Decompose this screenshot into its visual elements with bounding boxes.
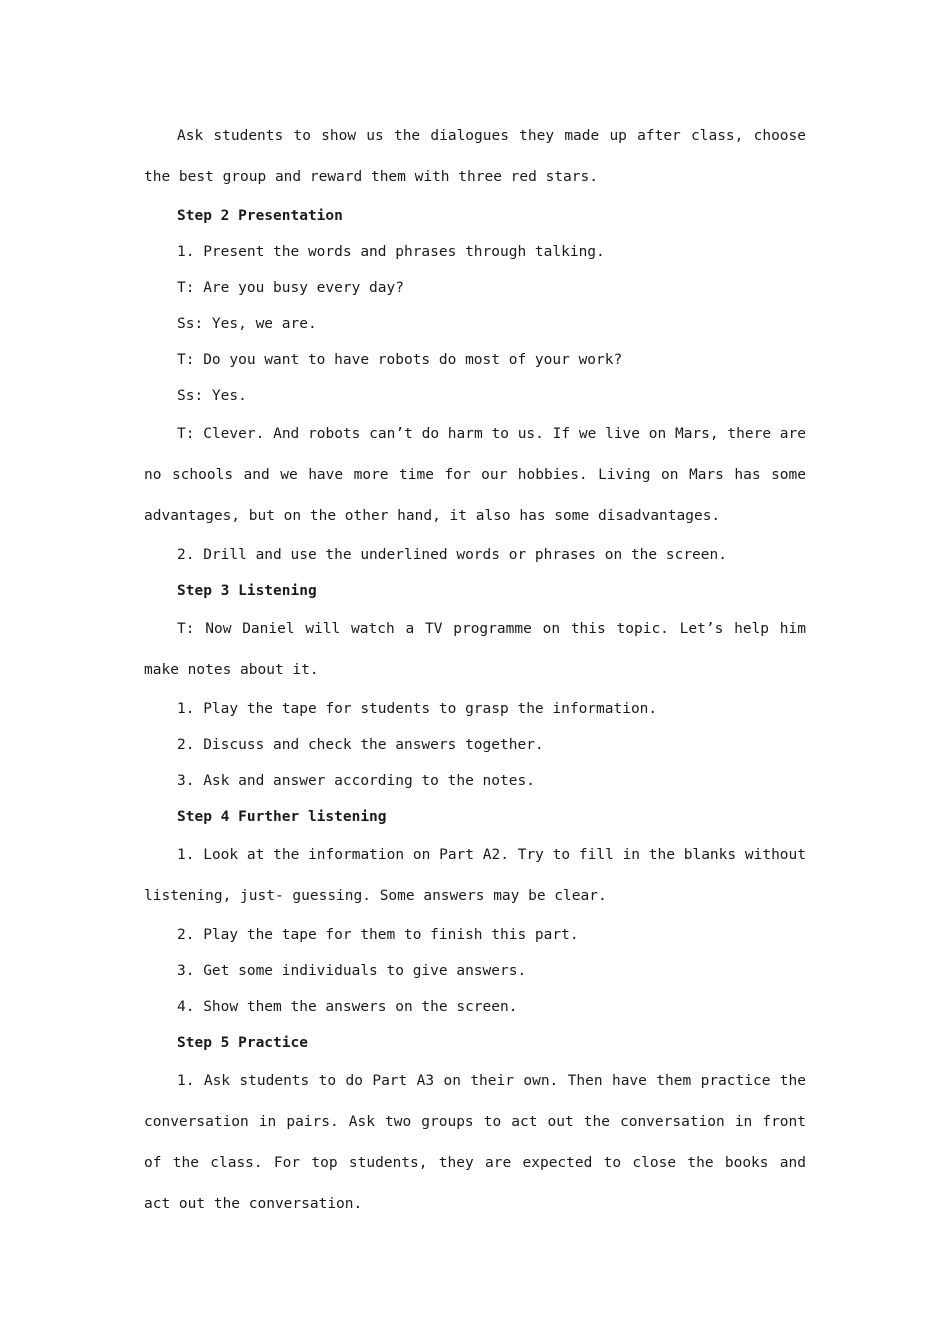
list-item: 3. Ask and answer according to the notes.	[177, 773, 535, 789]
list-item: 3. Get some individuals to give answers.	[177, 963, 527, 979]
dialogue-line: T: Are you busy every day?	[177, 280, 404, 296]
list-item: 2. Play the tape for them to finish this part.	[177, 927, 579, 943]
paragraph-present-words: 1. Present the words and phrases through talking.	[177, 244, 605, 260]
document-body	[144, 116, 806, 1225]
list-item: 1. Play the tape for students to grasp the information.	[177, 701, 658, 717]
heading-step-4: Step 4 Further listening	[177, 809, 387, 825]
dialogue-line: T: Do you want to have robots do most of your work?	[177, 352, 623, 368]
heading-step-5: Step 5 Practice	[177, 1035, 308, 1051]
list-item: 4. Show them the answers on the screen.	[177, 999, 518, 1015]
heading-step-3: Step 3 Listening	[177, 583, 317, 599]
list-item: 2. Discuss and check the answers together.	[177, 737, 544, 753]
paragraph-further-listening: 1. Look at the information on Part A2. Try to fill in the blanks without listening, just- guessing. Some answers may be clear.	[144, 847, 806, 904]
paragraph-intro: Ask students to show us the dialogues they made up after class, choose the best group and reward them with three red stars.	[144, 128, 806, 185]
dialogue-line: Ss: Yes.	[177, 388, 247, 404]
paragraph-drill: 2. Drill and use the underlined words or phrases on the screen.	[177, 547, 727, 563]
dialogue-paragraph-mars: T: Clever. And robots can’t do harm to us. If we live on Mars, there are no schools and we have more time for our hobbies. Living on Mars has some advantages, but on the other hand, it also has some disadvantages.	[144, 426, 806, 524]
dialogue-line: Ss: Yes, we are.	[177, 316, 317, 332]
heading-step-2: Step 2 Presentation	[177, 208, 343, 224]
paragraph-listening-intro: T: Now Daniel will watch a TV programme on this topic. Let’s help him make notes about it.	[144, 621, 806, 678]
paragraph-practice: 1. Ask students to do Part A3 on their own. Then have them practice the conversation in pairs. Ask two groups to act out the conversation in front of the class. For top students, they are expected to close the books and act out the conversation.	[144, 1073, 806, 1212]
